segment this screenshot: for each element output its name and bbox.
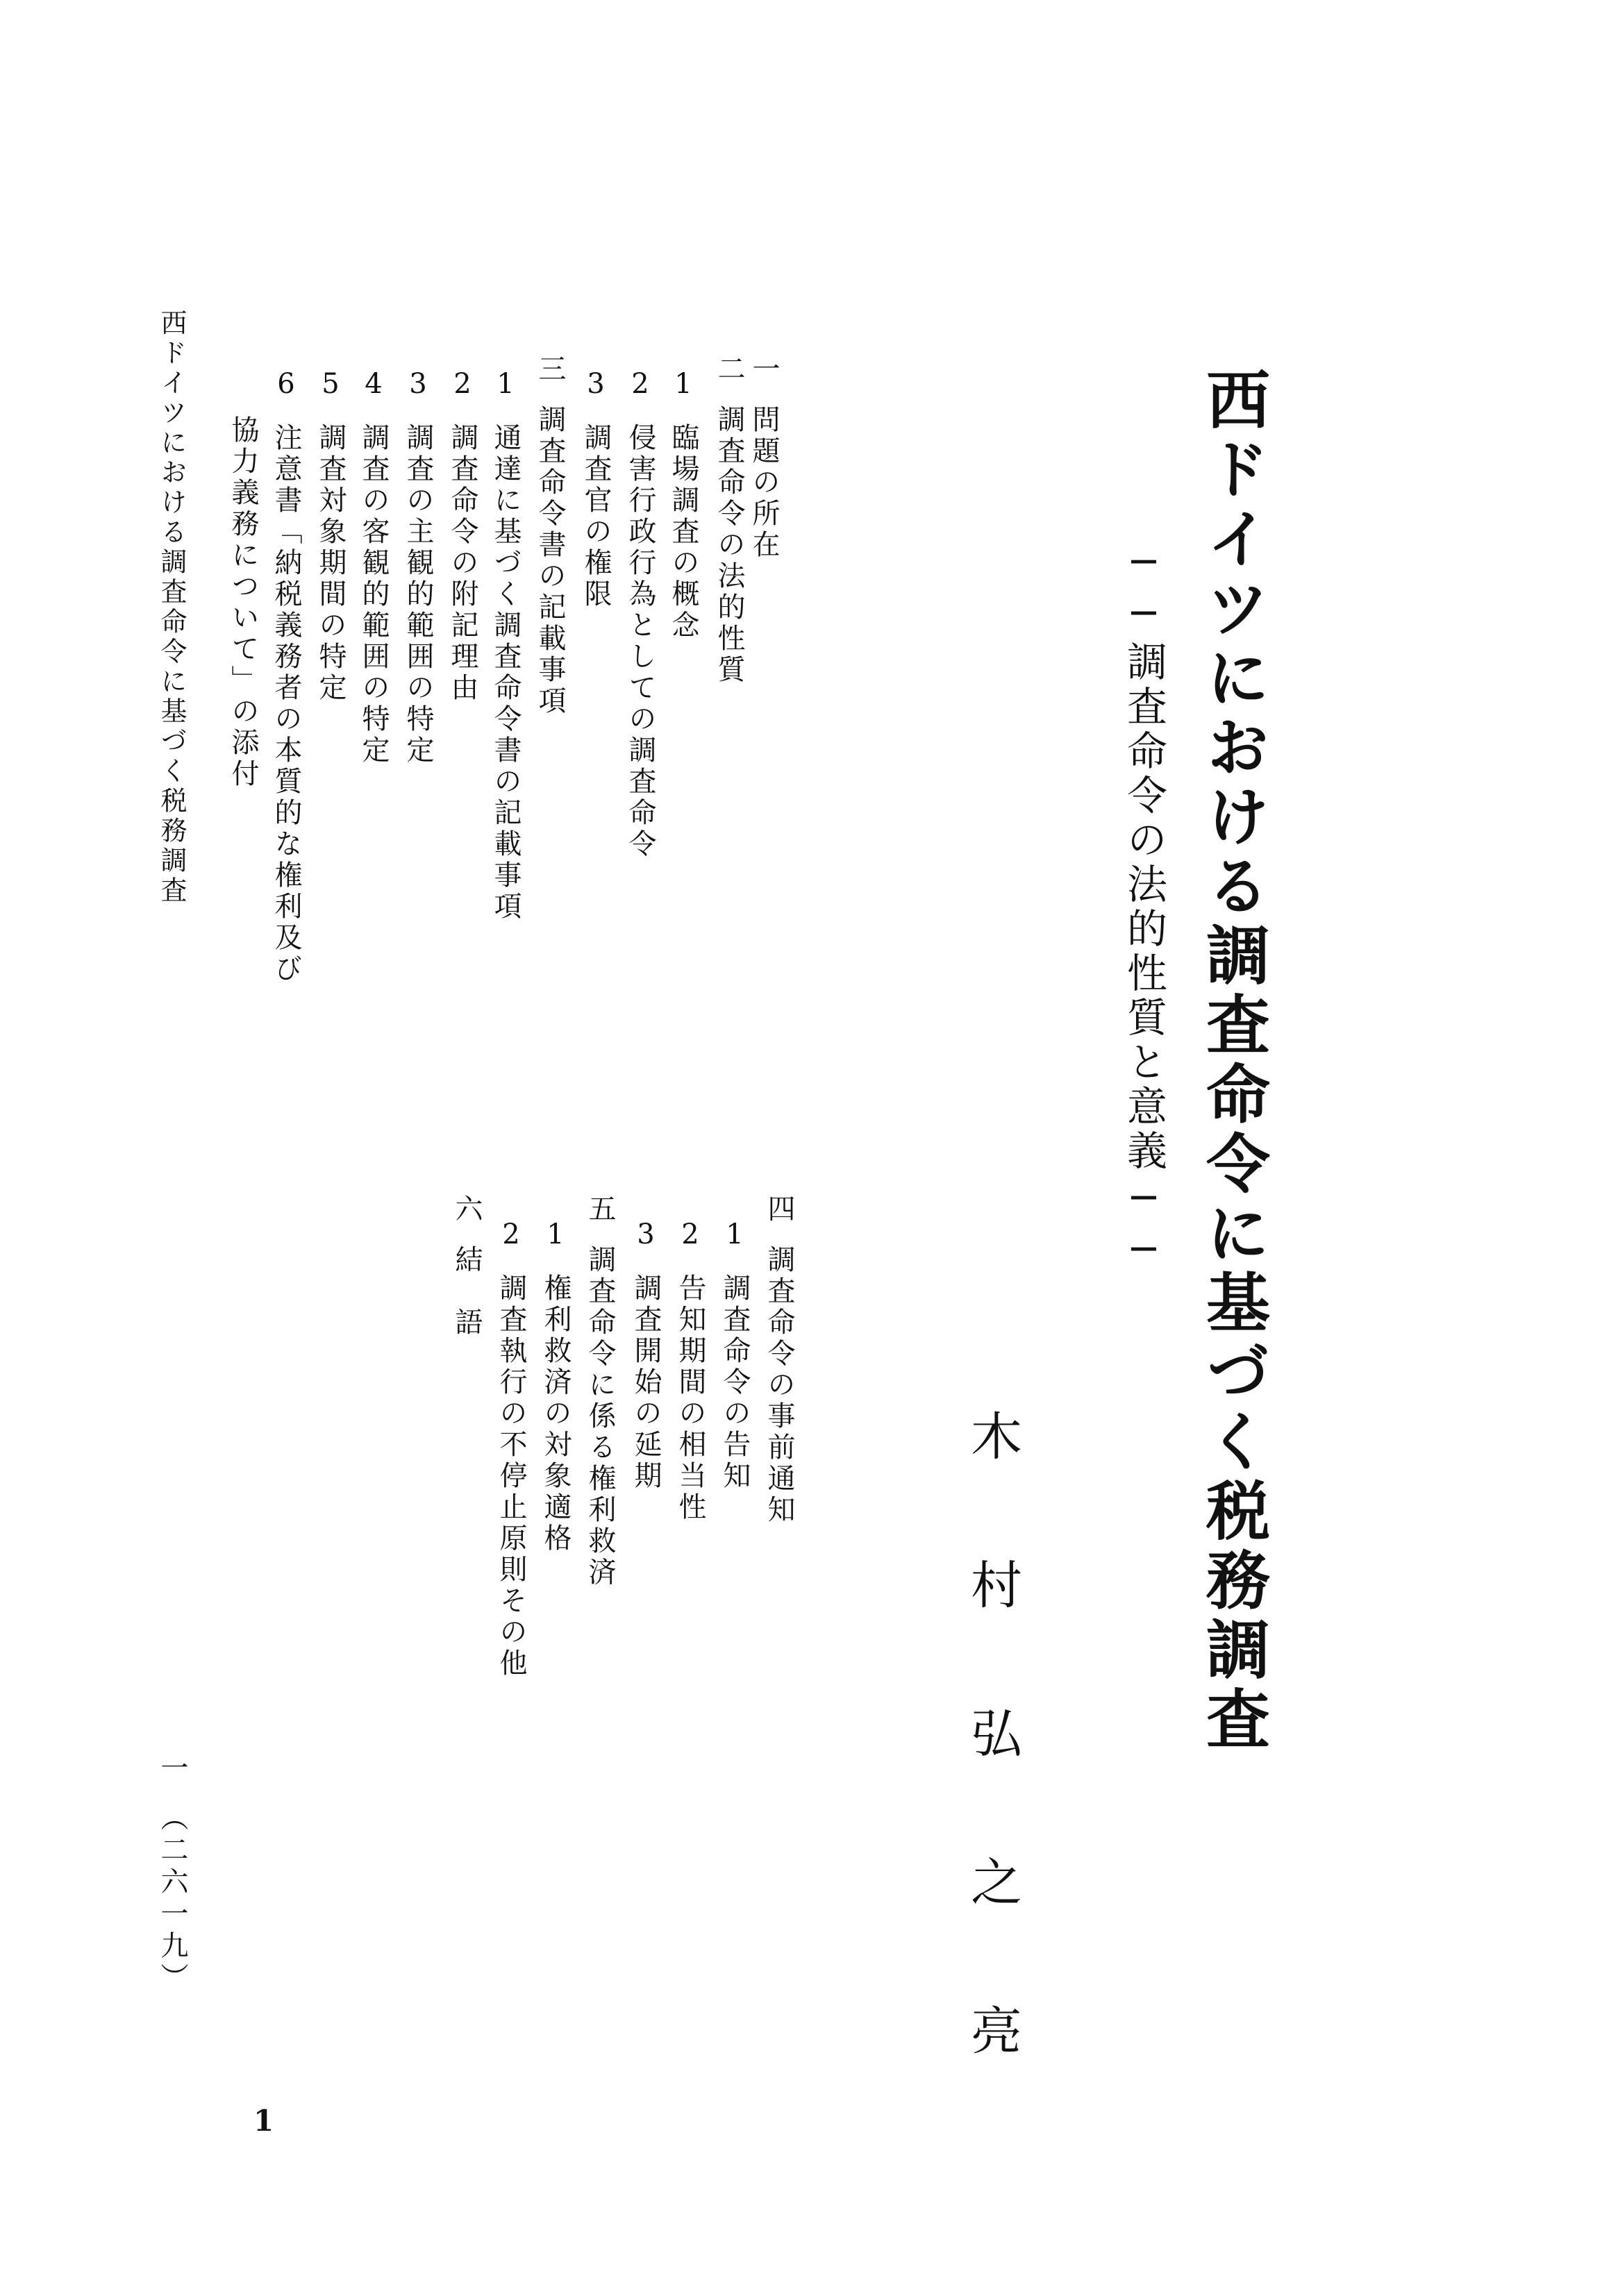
toc-item [586,1194,614,1589]
toc-number: 2 [674,1218,706,1254]
toc-item [669,368,697,642]
toc-text: 調査命令の附記理由 [447,423,478,704]
author-name: 木村弘之亮 [962,1409,1022,2152]
toc-number: 3 [580,368,612,403]
toc-number: 四 [763,1194,795,1225]
toc-number: 1 [719,1218,751,1254]
toc-text: 調査命令に係る権利救済 [584,1245,616,1589]
toc-text: 調査命令の法的性質 [713,405,745,686]
toc-text: 注意書「納税義務者の本質的な権利及び [270,423,302,985]
toc-item [632,1218,660,1492]
toc-number: 一 [748,354,780,385]
toc-number: 2 [624,368,656,403]
toc-item [626,368,654,860]
toc-item-continuation [229,415,257,790]
toc-number: 3 [402,368,434,403]
toc-item [715,354,743,686]
toc-text: 調査の客観的範囲の特定 [358,423,390,766]
toc-text: 結 語 [451,1245,483,1339]
page-number: 1 [253,2104,274,2138]
toc-number: 1 [667,368,699,403]
toc-number: 3 [630,1218,662,1254]
toc-item [272,368,300,985]
toc-number: 2 [447,368,478,403]
toc-item [315,368,347,704]
toc-text: 臨場調査の概念 [667,423,699,642]
toc-number: 4 [358,368,390,403]
toc-item [358,368,390,766]
article-title: 西ドイツにおける調査命令に基づく税務調査 [1196,367,1271,1755]
toc-number: 1 [490,368,522,403]
toc-text: 問題の所在 [748,405,780,561]
toc-text: 通達に基づく調査命令書の記載事項 [490,423,522,923]
toc-text: 調査命令書の記載事項 [534,405,566,717]
toc-item [536,354,564,717]
toc-item [540,1218,572,1555]
article-subtitle: ──調査命令の法的性質と意義── [1120,538,1167,1277]
toc-item [750,354,778,561]
toc-text: 調査命令の告知 [719,1273,751,1492]
toc-text: 侵害行政行為としての調査命令 [624,423,656,860]
toc-item [721,1218,749,1492]
toc-number: 2 [495,1218,527,1254]
toc-item [676,1218,704,1523]
toc-item [453,1194,481,1339]
toc-item [449,368,476,704]
folio-kanji-number: 一 （二六一九） [156,1753,188,1995]
toc-number: 1 [540,1218,572,1254]
toc-text: 調査対象期間の特定 [315,423,347,704]
toc-text: 告知期間の相当性 [674,1273,706,1523]
toc-item [765,1194,793,1526]
toc-number: 五 [584,1194,616,1225]
toc-number: 三 [534,354,566,385]
running-title: 西ドイツにおける調査命令に基づく税務調査 [156,309,187,906]
toc-text: 調査命令の事前通知 [763,1245,795,1526]
toc-number: 6 [270,368,302,403]
toc-item [497,1218,525,1679]
toc-text: 調査官の権限 [580,423,612,610]
toc-item [582,368,610,610]
toc-number: 二 [713,354,745,385]
toc-number: 六 [451,1194,483,1225]
toc-item [490,368,522,923]
toc-item [404,368,432,766]
toc-text: 調査の主観的範囲の特定 [402,423,434,766]
toc-text: 調査開始の延期 [630,1273,662,1492]
toc-text: 調査執行の不停止原則その他 [495,1273,527,1679]
toc-number: 5 [315,368,347,403]
toc-text: 権利救済の対象適格 [540,1273,572,1555]
toc-text: 協力義務について」の添付 [227,415,259,790]
